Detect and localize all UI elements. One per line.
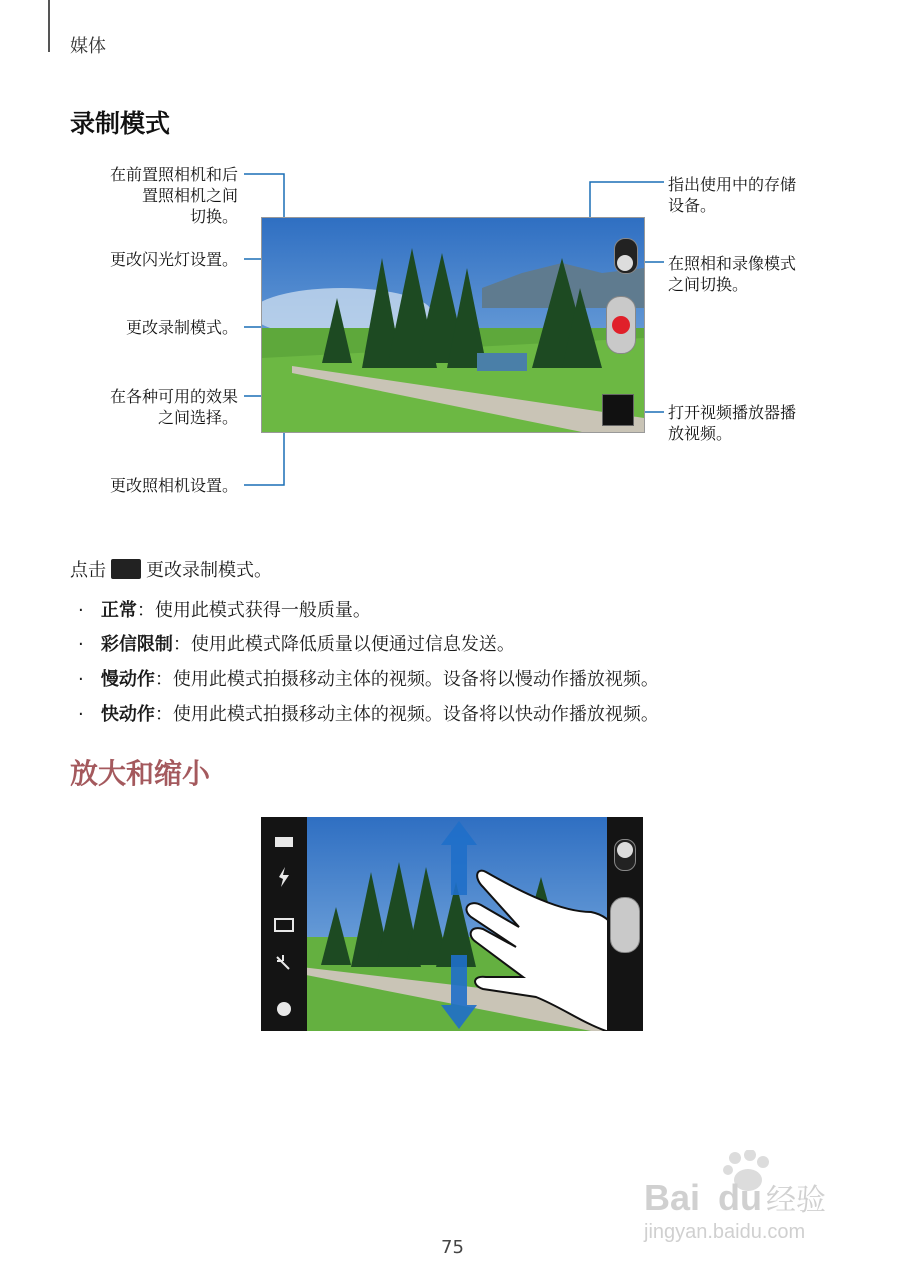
callout-video-player: 打开视频播放器播 放视频。 bbox=[668, 403, 797, 443]
watermark-brand-left: Bai bbox=[644, 1177, 701, 1218]
callout-recording-mode: 更改录制模式。 bbox=[125, 318, 238, 337]
running-header: 媒体 bbox=[70, 36, 106, 57]
settings-gear-icon bbox=[277, 1002, 291, 1016]
flash-icon bbox=[279, 867, 289, 887]
callout-flash: 更改闪光灯设置。 bbox=[109, 250, 238, 269]
mode-switch-toggle[interactable] bbox=[614, 238, 638, 274]
callout-mode-switch: 在照相和录像模式 之间切换。 bbox=[668, 254, 797, 294]
callout-storage: 指出使用中的存储 设备。 bbox=[668, 175, 797, 215]
list-item: · 慢动作：使用此模式拍摄移动主体的视频。设备将以慢动作播放视频。 bbox=[78, 669, 659, 690]
list-item: · 正常：使用此模式获得一般质量。 bbox=[78, 600, 371, 621]
record-dot-icon bbox=[612, 316, 630, 334]
recording-mode-icon bbox=[111, 559, 141, 579]
switch-camera-icon bbox=[275, 837, 293, 847]
callout-effects: 在各种可用的效果 之间选择。 bbox=[109, 387, 238, 427]
intro-line: 点击 更改录制模式。 bbox=[70, 560, 272, 581]
effects-icon bbox=[277, 955, 289, 969]
camera-screenshot-recording bbox=[261, 217, 645, 433]
baidu-watermark bbox=[640, 1150, 860, 1250]
shutter-button[interactable] bbox=[610, 897, 640, 953]
mode-switch-toggle[interactable] bbox=[614, 839, 636, 871]
right-controls-zoom bbox=[607, 817, 643, 1031]
list-item: · 快动作：使用此模式拍摄移动主体的视频。设备将以快动作播放视频。 bbox=[78, 704, 659, 725]
left-toolbar bbox=[261, 817, 307, 1031]
zoom-preview-scene bbox=[261, 817, 643, 1031]
callout-settings: 更改照相机设置。 bbox=[109, 476, 238, 495]
callout-switch-camera: 在前置照相机和后 置照相机之间 切换。 bbox=[109, 165, 238, 226]
video-player-thumbnail[interactable] bbox=[602, 394, 634, 426]
list-item: · 彩信限制：使用此模式降低质量以便通过信息发送。 bbox=[78, 634, 515, 655]
recording-mode-icon bbox=[275, 919, 293, 931]
watermark-url: jingyan.baidu.com bbox=[644, 1221, 806, 1243]
camera-screenshot-zoom bbox=[261, 817, 643, 1031]
watermark-brand-right: du bbox=[718, 1177, 762, 1218]
section-title-zoom: 放大和缩小 bbox=[70, 757, 211, 790]
record-button[interactable] bbox=[606, 296, 636, 354]
page-number: 75 bbox=[441, 1237, 464, 1258]
right-controls bbox=[608, 218, 644, 432]
camera-preview-scene bbox=[262, 218, 644, 432]
watermark-brand-cn: 经验 bbox=[766, 1183, 826, 1218]
section-title-recording: 录制模式 bbox=[70, 109, 171, 138]
